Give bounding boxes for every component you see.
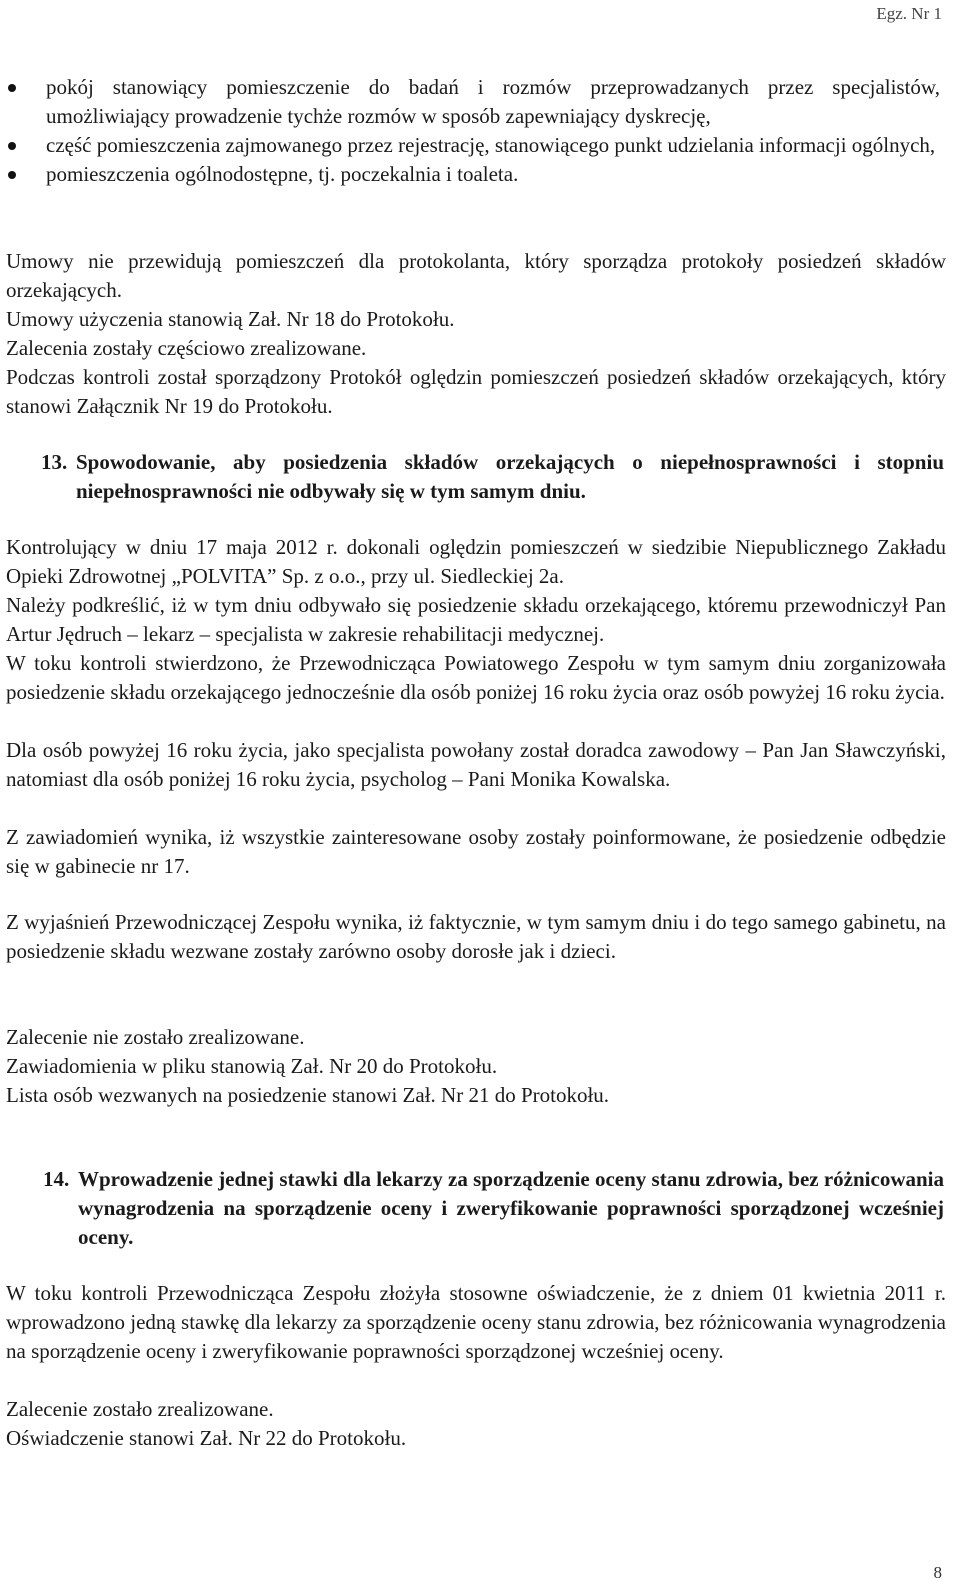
bullet-list [0,73,940,189]
paragraph: Z wyjaśnień Przewodniczącej Zespołu wynika, iż faktycznie, w tym samym dniu i do tego samego gabinetu, na posiedzenie składu wezwane zostały zarówno osoby dorosłe jak i dzieci. [6,910,946,963]
paragraph: W toku kontroli Przewodnicząca Zespołu złożyła stosowne oświadczenie, że z dniem 01 kwietnia 2011 r. wprowadzono jedną stawkę dla lekarzy za sporządzenie oceny stanu zdrowia, bez różnicowania wynagrodzenia na sporządzenie oceny i zweryfikowanie poprawności sporządzonej wcześniej oceny. [6,1281,946,1363]
section-heading-13 [41,448,944,506]
paragraph: Umowy użyczenia stanowią Zał. Nr 18 do Protokołu. [6,307,455,331]
paragraph: Lista osób wezwanych na posiedzenie stanowi Zał. Nr 21 do Protokołu. [6,1083,610,1107]
bullet-dot-icon [8,142,16,150]
paragraph: Zalecenia zostały częściowo zrealizowane. [6,336,367,360]
list-item: pokój stanowiący pomieszczenie do badań i rozmów przeprowadzanych przez specjalistów, umożliwiający prowadzenie tychże rozmów w sposób zapewniający dyskrecję, [6,73,940,131]
bullet-dot-icon [8,84,16,92]
section-heading-14 [43,1165,944,1252]
paragraph: Kontrolujący w dniu 17 maja 2012 r. dokonali oględzin pomieszczeń w siedzibie Niepublicznego Zakładu Opieki Zdrowotnej „POLVITA” Sp. z o.o., przy ul. Siedleckiej 2a. [6,535,946,588]
list-item: pomieszczenia ogólnodostępne, tj. poczekalnia i toaleta. [6,160,940,189]
paragraph: Dla osób powyżej 16 roku życia, jako specjalista powołany został doradca zawodowy – Pan Jan Sławczyński, natomiast dla osób poniżej 16 roku życia, psycholog – Pani Monika Kowalska. [6,738,946,791]
section-title: Wprowadzenie jednej stawki dla lekarzy za sporządzenie oceny stanu zdrowia, bez różnicowania wynagrodzenia na sporządzenie oceny i zweryfikowanie poprawności sporządzonej wcześniej oceny. [78,1167,944,1249]
paragraph: Zalecenie zostało zrealizowane. [6,1397,274,1421]
bullet-dot-icon [8,171,16,179]
paragraph: W toku kontroli stwierdzono, że Przewodnicząca Powiatowego Zespołu w tym samym dniu zorganizowała posiedzenie składu orzekającego jednocześnie dla osób poniżej 16 roku życia oraz osób powyżej 16 roku życia. [6,651,946,704]
section-title: Spowodowanie, aby posiedzenia składów orzekających o niepełnosprawności i stopniu niepełnosprawności nie odbywały się w tym samym dniu. [76,450,944,503]
page-header-copy-number: Egz. Nr 1 [876,4,942,23]
section-number: 14. [43,1167,70,1191]
list-item: część pomieszczenia zajmowanego przez rejestrację, stanowiącego punkt udzielania informacji ogólnych, [6,131,940,160]
section-number: 13. [41,450,68,474]
paragraph: Oświadczenie stanowi Zał. Nr 22 do Protokołu. [6,1426,407,1450]
paragraph: Zalecenie nie zostało zrealizowane. [6,1025,305,1049]
paragraph: Należy podkreślić, iż w tym dniu odbywało się posiedzenie składu orzekającego, któremu przewodniczył Pan Artur Jędruch – lekarz – specjalista w zakresie rehabilitacji medycznej. [6,593,946,646]
paragraph: Umowy nie przewidują pomieszczeń dla protokolanta, który sporządza protokoły posiedzeń składów orzekających. [6,249,946,302]
page-number: 8 [933,1563,942,1582]
paragraph: Podczas kontroli został sporządzony Protokół oględzin pomieszczeń posiedzeń składów orzekających, który stanowi Załącznik Nr 19 do Protokołu. [6,365,946,418]
paragraph: Zawiadomienia w pliku stanowią Zał. Nr 20 do Protokołu. [6,1054,498,1078]
paragraph: Z zawiadomień wynika, iż wszystkie zainteresowane osoby zostały poinformowane, że posiedzenie odbędzie się w gabinecie nr 17. [6,825,946,878]
